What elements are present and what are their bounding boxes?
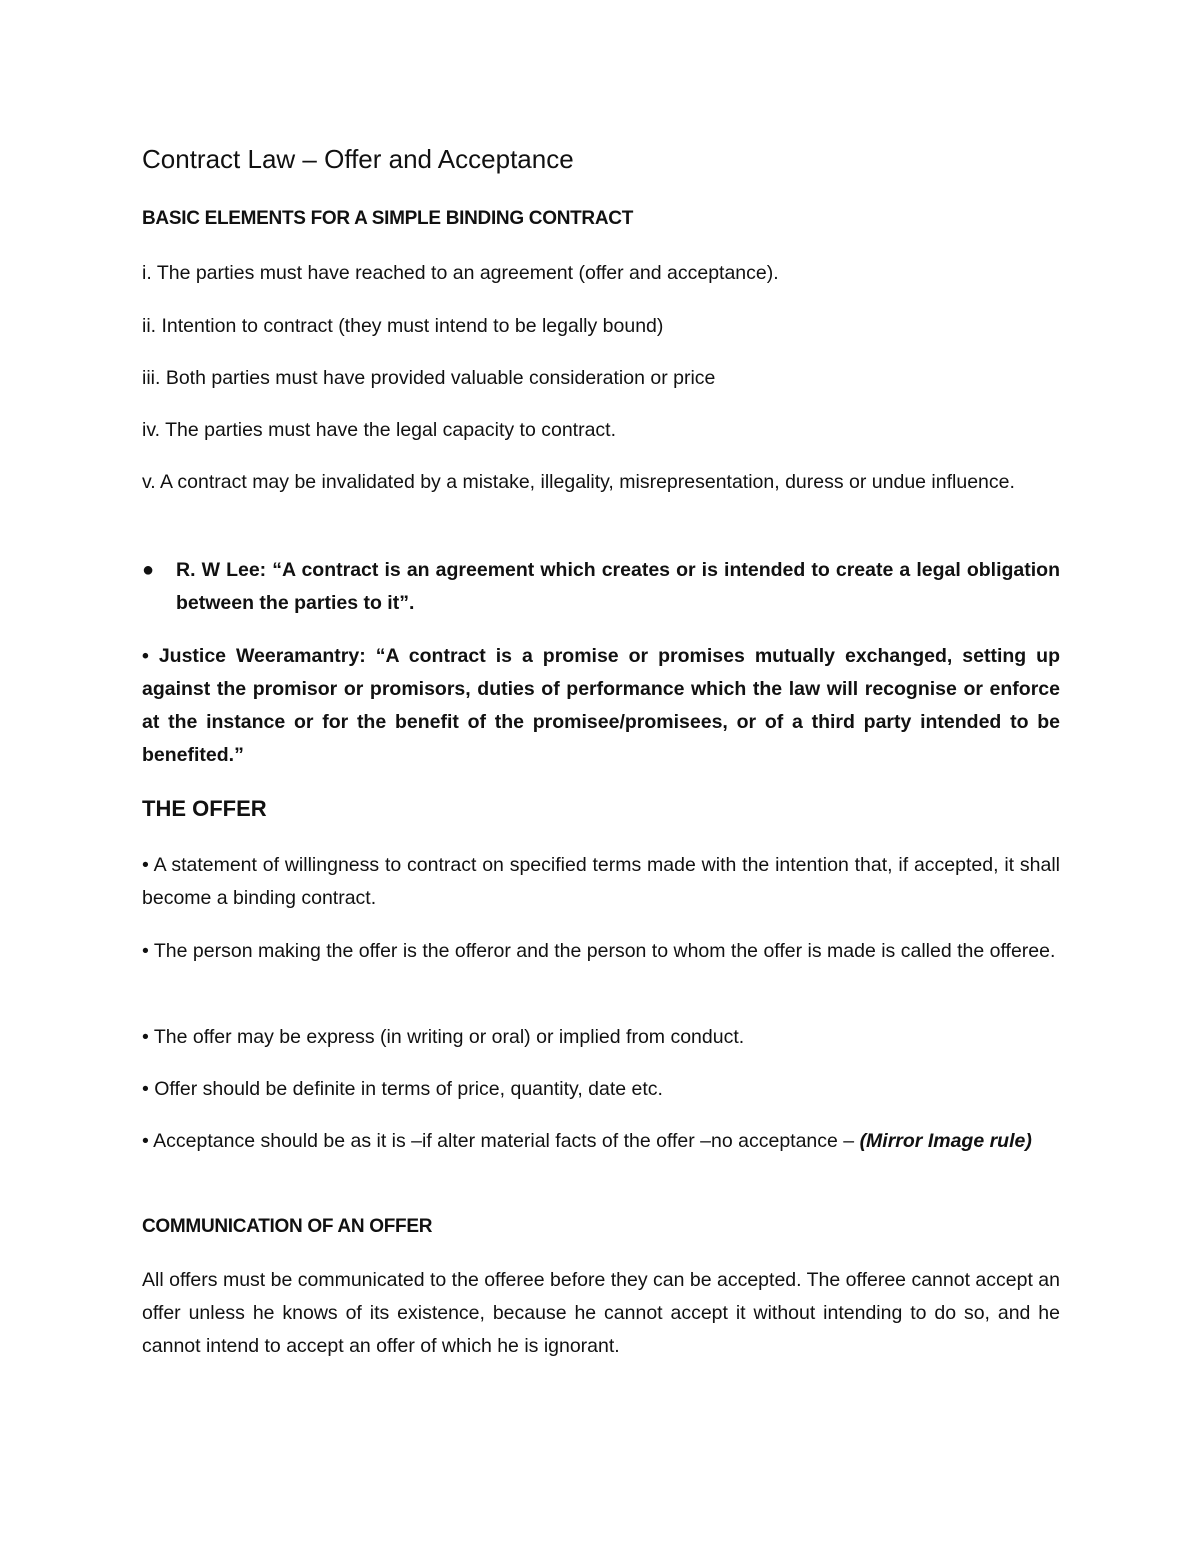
basic-elements-heading: BASIC ELEMENTS FOR A SIMPLE BINDING CONTRACT <box>142 208 634 229</box>
communication-heading: COMMUNICATION OF AN OFFER <box>142 1216 433 1237</box>
element-item-2: ii. Intention to contract (they must intend to be legally bound) <box>142 315 664 337</box>
weeramantry-quote: • Justice Weeramantry: “A contract is a promise or promises mutually exchanged, setting up against the promisor or promisors, duties of performance which the law will recognise or enforce at the instance or for the benefit of the promisee/promisees, or of a third party intended to be benefited.” <box>142 645 1060 766</box>
element-item-5: v. A contract may be invalidated by a mistake, illegality, misrepresentation, duress or undue influence. <box>142 471 1015 493</box>
element-item-1: i. The parties must have reached to an agreement (offer and acceptance). <box>142 262 779 284</box>
acceptance-point-text: • Acceptance should be as it is –if alter material facts of the offer –no acceptance – <box>142 1130 860 1152</box>
page-title: Contract Law – Offer and Acceptance <box>142 144 574 174</box>
offer-point-4: • Offer should be definite in terms of price, quantity, date etc. <box>142 1078 663 1100</box>
offer-point-1: • A statement of willingness to contract on specified terms made with the intention that, if accepted, it shall become a binding contract. <box>142 854 1060 909</box>
element-item-4: iv. The parties must have the legal capacity to contract. <box>142 419 617 441</box>
lee-quote-text: R. W Lee: “A contract is an agreement which creates or is intended to create a legal obligation between the parties to it”. <box>176 559 1060 614</box>
element-item-3: iii. Both parties must have provided valuable consideration or price <box>142 367 716 389</box>
bullet-icon: ● <box>142 559 155 581</box>
offer-heading: THE OFFER <box>142 796 267 821</box>
mirror-image-rule: (Mirror Image rule) <box>859 1130 1032 1152</box>
acceptance-point <box>142 1125 1060 1158</box>
offer-point-3: • The offer may be express (in writing or oral) or implied from conduct. <box>142 1026 745 1048</box>
lee-quote-item <box>142 554 1060 620</box>
offer-point-2: • The person making the offer is the offeror and the person to whom the offer is made is called the offeree. <box>142 940 1056 962</box>
communication-paragraph: All offers must be communicated to the offeree before they can be accepted. The offeree cannot accept an offer unless he knows of its existence, because he cannot accept it without intending to do so, and he cannot intend to accept an offer of which he is ignorant. <box>142 1269 1060 1357</box>
